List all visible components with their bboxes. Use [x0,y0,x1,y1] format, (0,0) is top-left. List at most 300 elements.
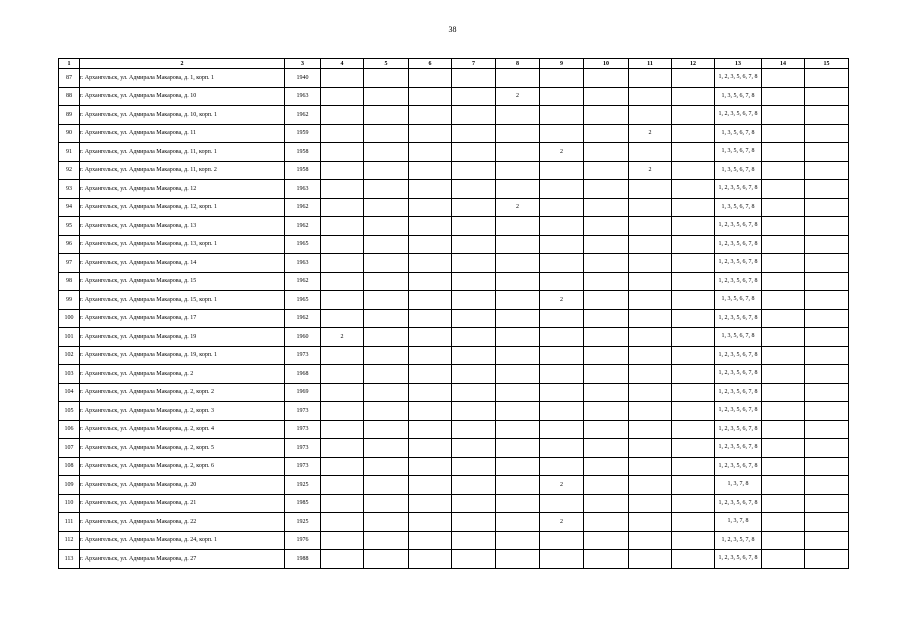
cell-c14 [762,180,805,199]
cell-c8 [496,272,540,291]
cell-addr: г. Архангельск, ул. Адмирала Макарова, д. 2, корп. 4 [80,420,285,439]
cell-year: 1962 [285,106,321,125]
cell-c9 [540,365,584,384]
cell-c15 [805,365,849,384]
cell-c10 [584,272,629,291]
cell-num: 91 [59,143,80,162]
cell-c5 [364,106,409,125]
cell-c12 [672,180,715,199]
cell-c7 [452,217,496,236]
cell-c7 [452,531,496,550]
cell-num: 100 [59,309,80,328]
cell-c4 [321,106,364,125]
cell-c8 [496,457,540,476]
cell-c11 [629,513,672,532]
cell-c7 [452,143,496,162]
cell-c13: 1, 2, 3, 5, 6, 7, 8 [715,402,762,421]
cell-c6 [409,309,452,328]
table-row [59,291,849,310]
cell-c15 [805,161,849,180]
cell-c8: 2 [496,198,540,217]
table-row [59,476,849,495]
cell-c12 [672,402,715,421]
cell-addr: г. Архангельск, ул. Адмирала Макарова, д. 12, корп. 1 [80,198,285,217]
cell-c5 [364,531,409,550]
cell-c15 [805,420,849,439]
cell-c9 [540,106,584,125]
cell-c12 [672,198,715,217]
table-header [59,59,849,69]
cell-addr: г. Архангельск, ул. Адмирала Макарова, д. 1, корп. 1 [80,69,285,88]
cell-c15 [805,457,849,476]
cell-c9: 2 [540,291,584,310]
cell-year: 1965 [285,235,321,254]
cell-c5 [364,550,409,569]
cell-c4 [321,346,364,365]
cell-c5 [364,439,409,458]
cell-c10 [584,494,629,513]
cell-c8 [496,217,540,236]
cell-c6 [409,420,452,439]
cell-c14 [762,254,805,273]
cell-c11 [629,439,672,458]
cell-c12 [672,328,715,347]
cell-c7 [452,513,496,532]
cell-c10 [584,328,629,347]
cell-c5 [364,457,409,476]
table-row [59,124,849,143]
cell-c14 [762,513,805,532]
table-row [59,365,849,384]
cell-c12 [672,494,715,513]
cell-addr: г. Архангельск, ул. Адмирала Макарова, д. 13 [80,217,285,236]
cell-num: 106 [59,420,80,439]
cell-c5 [364,124,409,143]
table-row [59,309,849,328]
cell-c6 [409,457,452,476]
cell-c4 [321,402,364,421]
cell-c15 [805,124,849,143]
cell-c6 [409,328,452,347]
cell-c6 [409,439,452,458]
cell-num: 96 [59,235,80,254]
cell-c15 [805,550,849,569]
cell-c4 [321,217,364,236]
table-row [59,513,849,532]
cell-c10 [584,106,629,125]
cell-c13: 1, 3, 5, 6, 7, 8 [715,87,762,106]
cell-year: 1973 [285,346,321,365]
cell-c7 [452,550,496,569]
cell-addr: г. Архангельск, ул. Адмирала Макарова, д. 2, корп. 3 [80,402,285,421]
table-row [59,69,849,88]
table-row [59,346,849,365]
table-row [59,254,849,273]
cell-c14 [762,531,805,550]
cell-c5 [364,365,409,384]
cell-c6 [409,402,452,421]
cell-c14 [762,550,805,569]
cell-c8 [496,124,540,143]
cell-c14 [762,291,805,310]
cell-year: 1973 [285,457,321,476]
cell-c14 [762,328,805,347]
cell-num: 110 [59,494,80,513]
cell-c5 [364,235,409,254]
cell-c15 [805,494,849,513]
cell-year: 1973 [285,402,321,421]
cell-c12 [672,143,715,162]
cell-c15 [805,476,849,495]
cell-addr: г. Архангельск, ул. Адмирала Макарова, д. 2, корп. 6 [80,457,285,476]
cell-c6 [409,531,452,550]
cell-c5 [364,69,409,88]
cell-addr: г. Архангельск, ул. Адмирала Макарова, д. 10 [80,87,285,106]
cell-c10 [584,309,629,328]
cell-c14 [762,106,805,125]
cell-c14 [762,383,805,402]
cell-c4 [321,513,364,532]
cell-year: 1962 [285,272,321,291]
cell-c11 [629,143,672,162]
cell-c14 [762,124,805,143]
cell-c11 [629,180,672,199]
table-row [59,87,849,106]
cell-c7 [452,494,496,513]
cell-c4 [321,550,364,569]
cell-c10 [584,346,629,365]
cell-num: 97 [59,254,80,273]
column-header-13: 13 [715,59,762,69]
column-header-14: 14 [762,59,805,69]
cell-c14 [762,439,805,458]
cell-c7 [452,402,496,421]
cell-num: 95 [59,217,80,236]
cell-c9 [540,439,584,458]
cell-c15 [805,254,849,273]
cell-num: 109 [59,476,80,495]
cell-c13: 1, 3, 7, 8 [715,513,762,532]
cell-c9 [540,124,584,143]
column-header-12: 12 [672,59,715,69]
cell-num: 99 [59,291,80,310]
cell-c9 [540,328,584,347]
cell-c12 [672,291,715,310]
cell-c5 [364,420,409,439]
cell-c9 [540,457,584,476]
cell-c13: 1, 2, 3, 5, 6, 7, 8 [715,106,762,125]
table-body [59,69,849,569]
cell-addr: г. Архангельск, ул. Адмирала Макарова, д. 20 [80,476,285,495]
cell-c4 [321,235,364,254]
cell-c4: 2 [321,328,364,347]
cell-c13: 1, 2, 3, 5, 6, 7, 8 [715,272,762,291]
cell-c14 [762,402,805,421]
cell-c15 [805,402,849,421]
cell-year: 1963 [285,254,321,273]
cell-c9 [540,217,584,236]
cell-year: 1988 [285,550,321,569]
cell-addr: г. Архангельск, ул. Адмирала Макарова, д. 15, корп. 1 [80,291,285,310]
cell-c13: 1, 2, 3, 5, 6, 7, 8 [715,235,762,254]
cell-c9: 2 [540,513,584,532]
cell-addr: г. Архангельск, ул. Адмирала Макарова, д. 2 [80,365,285,384]
cell-c11 [629,550,672,569]
cell-addr: г. Архангельск, ул. Адмирала Макарова, д. 11, корп. 1 [80,143,285,162]
cell-c11 [629,254,672,273]
cell-c11 [629,402,672,421]
cell-year: 1965 [285,291,321,310]
cell-c11 [629,494,672,513]
cell-c10 [584,402,629,421]
cell-c6 [409,124,452,143]
cell-num: 89 [59,106,80,125]
cell-addr: г. Архангельск, ул. Адмирала Макарова, д. 22 [80,513,285,532]
cell-c5 [364,402,409,421]
cell-c12 [672,217,715,236]
cell-c8 [496,291,540,310]
cell-c15 [805,439,849,458]
page-number: 38 [448,25,457,34]
cell-c12 [672,550,715,569]
cell-addr: г. Архангельск, ул. Адмирала Макарова, д. 2, корп. 2 [80,383,285,402]
cell-c13: 1, 3, 5, 6, 7, 8 [715,124,762,143]
cell-c14 [762,87,805,106]
cell-c12 [672,272,715,291]
cell-c7 [452,87,496,106]
cell-c5 [364,476,409,495]
cell-addr: г. Архангельск, ул. Адмирала Макарова, д. 19, корп. 1 [80,346,285,365]
cell-c6 [409,272,452,291]
cell-c7 [452,69,496,88]
cell-num: 103 [59,365,80,384]
cell-c13: 1, 2, 3, 5, 6, 7, 8 [715,365,762,384]
column-header-3: 3 [285,59,321,69]
cell-addr: г. Архангельск, ул. Адмирала Макарова, д. 14 [80,254,285,273]
cell-num: 111 [59,513,80,532]
cell-c14 [762,494,805,513]
cell-c12 [672,531,715,550]
cell-c6 [409,161,452,180]
cell-c6 [409,494,452,513]
cell-c11 [629,235,672,254]
cell-c10 [584,124,629,143]
cell-c7 [452,254,496,273]
cell-c5 [364,254,409,273]
cell-c6 [409,69,452,88]
cell-num: 101 [59,328,80,347]
cell-year: 1925 [285,513,321,532]
table-row [59,494,849,513]
cell-c7 [452,420,496,439]
cell-year: 1976 [285,531,321,550]
cell-num: 87 [59,69,80,88]
cell-c11 [629,365,672,384]
cell-c10 [584,161,629,180]
cell-c9 [540,198,584,217]
table-row [59,106,849,125]
cell-c15 [805,531,849,550]
cell-c11 [629,198,672,217]
cell-year: 1958 [285,143,321,162]
cell-c13: 1, 2, 3, 5, 7, 8 [715,531,762,550]
cell-c8 [496,235,540,254]
cell-c5 [364,180,409,199]
cell-num: 113 [59,550,80,569]
cell-c7 [452,328,496,347]
cell-c14 [762,217,805,236]
cell-c7 [452,161,496,180]
cell-c14 [762,69,805,88]
cell-c7 [452,235,496,254]
cell-addr: г. Архангельск, ул. Адмирала Макарова, д. 17 [80,309,285,328]
cell-c8 [496,328,540,347]
cell-c11: 2 [629,124,672,143]
cell-c15 [805,69,849,88]
cell-c6 [409,143,452,162]
cell-c5 [364,143,409,162]
cell-c7 [452,439,496,458]
cell-c8 [496,420,540,439]
cell-year: 1963 [285,180,321,199]
cell-c5 [364,217,409,236]
cell-year: 1963 [285,87,321,106]
cell-num: 107 [59,439,80,458]
table-row [59,457,849,476]
cell-c15 [805,272,849,291]
cell-c6 [409,87,452,106]
cell-c15 [805,106,849,125]
cell-c15 [805,309,849,328]
cell-year: 1960 [285,328,321,347]
column-header-4: 4 [321,59,364,69]
cell-c9 [540,420,584,439]
cell-c14 [762,309,805,328]
cell-c13: 1, 2, 3, 5, 6, 7, 8 [715,217,762,236]
cell-c5 [364,87,409,106]
column-header-7: 7 [452,59,496,69]
cell-c14 [762,235,805,254]
cell-c7 [452,291,496,310]
cell-c11 [629,383,672,402]
cell-c13: 1, 3, 5, 6, 7, 8 [715,161,762,180]
cell-c4 [321,254,364,273]
cell-c15 [805,383,849,402]
cell-c11 [629,476,672,495]
cell-c10 [584,217,629,236]
cell-addr: г. Архангельск, ул. Адмирала Макарова, д. 2, корп. 5 [80,439,285,458]
cell-c6 [409,198,452,217]
cell-c6 [409,346,452,365]
cell-c13: 1, 3, 5, 6, 7, 8 [715,198,762,217]
cell-c15 [805,513,849,532]
cell-c11 [629,309,672,328]
cell-c14 [762,272,805,291]
cell-year: 1968 [285,365,321,384]
cell-c7 [452,106,496,125]
cell-year: 1925 [285,476,321,495]
cell-num: 105 [59,402,80,421]
table-row [59,402,849,421]
cell-c4 [321,180,364,199]
column-header-15: 15 [805,59,849,69]
cell-c10 [584,476,629,495]
cell-c8 [496,513,540,532]
cell-c13: 1, 2, 3, 5, 6, 7, 8 [715,383,762,402]
cell-c5 [364,383,409,402]
cell-num: 93 [59,180,80,199]
cell-c6 [409,217,452,236]
cell-c12 [672,476,715,495]
cell-year: 1973 [285,439,321,458]
cell-c10 [584,439,629,458]
cell-addr: г. Архангельск, ул. Адмирала Макарова, д. 21 [80,494,285,513]
table-row [59,217,849,236]
cell-c8 [496,531,540,550]
table-row [59,328,849,347]
cell-c8 [496,143,540,162]
column-header-9: 9 [540,59,584,69]
cell-c13: 1, 2, 3, 5, 6, 7, 8 [715,439,762,458]
cell-year: 1958 [285,161,321,180]
cell-c14 [762,476,805,495]
cell-c15 [805,346,849,365]
cell-c4 [321,124,364,143]
cell-c7 [452,272,496,291]
cell-c4 [321,439,364,458]
cell-c12 [672,106,715,125]
header-row [59,59,849,69]
cell-c11 [629,87,672,106]
cell-c15 [805,87,849,106]
column-header-1: 1 [59,59,80,69]
cell-c4 [321,365,364,384]
cell-c6 [409,513,452,532]
table-row [59,143,849,162]
cell-year: 1962 [285,198,321,217]
cell-addr: г. Архангельск, ул. Адмирала Макарова, д. 15 [80,272,285,291]
cell-c9 [540,383,584,402]
cell-c14 [762,346,805,365]
column-header-11: 11 [629,59,672,69]
cell-c10 [584,365,629,384]
cell-c7 [452,180,496,199]
cell-c13: 1, 3, 7, 8 [715,476,762,495]
cell-c4 [321,291,364,310]
cell-c13: 1, 2, 3, 5, 6, 7, 8 [715,309,762,328]
cell-c10 [584,69,629,88]
cell-num: 90 [59,124,80,143]
cell-c11 [629,217,672,236]
cell-c15 [805,291,849,310]
cell-c5 [364,328,409,347]
cell-c15 [805,198,849,217]
cell-c6 [409,254,452,273]
cell-c8 [496,161,540,180]
cell-c9 [540,87,584,106]
cell-c7 [452,198,496,217]
cell-c11 [629,420,672,439]
cell-c7 [452,346,496,365]
cell-c4 [321,161,364,180]
cell-addr: г. Архангельск, ул. Адмирала Макарова, д. 10, корп. 1 [80,106,285,125]
cell-c6 [409,476,452,495]
cell-c4 [321,420,364,439]
cell-c4 [321,531,364,550]
cell-c4 [321,309,364,328]
cell-c14 [762,420,805,439]
cell-c6 [409,235,452,254]
